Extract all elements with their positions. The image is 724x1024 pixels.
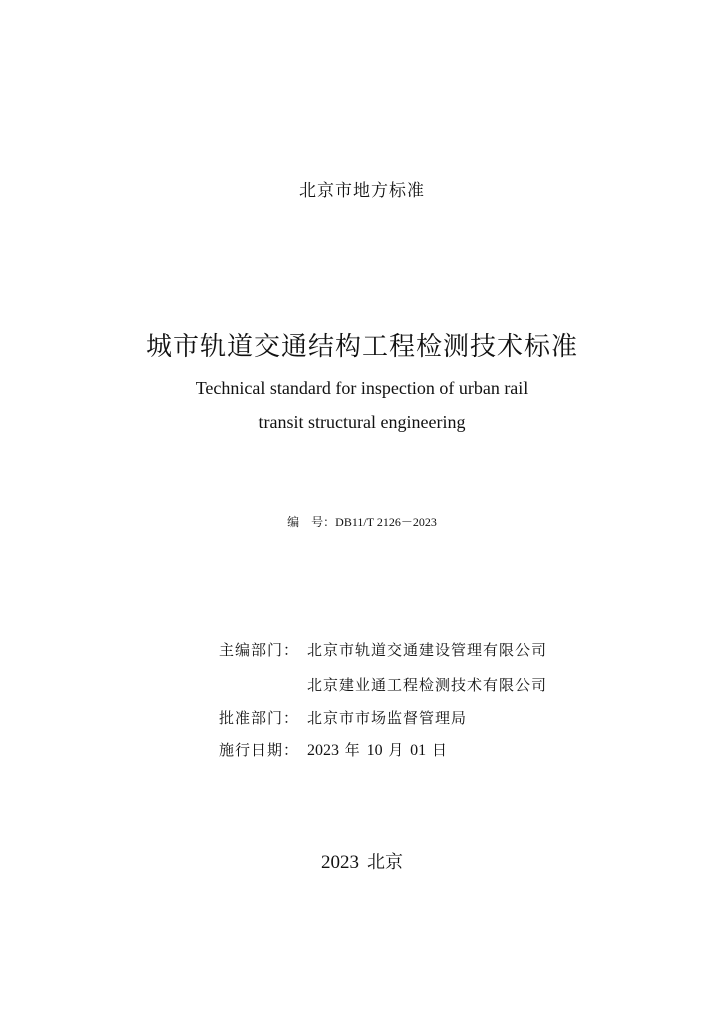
editor-2: 北京建业通工程检测技术有限公司 — [307, 676, 548, 694]
series-title: 北京市地方标准 — [299, 181, 425, 201]
title-chinese: 城市轨道交通结构工程检测技术标准 — [145, 332, 578, 362]
approver: 北京市市场监督管理局 — [307, 709, 468, 727]
standard-code-label: 编 号： — [287, 515, 336, 529]
footer-publication — [0, 848, 724, 874]
effective-date-row — [219, 739, 448, 760]
effective-year: 2023 — [307, 742, 339, 759]
effective-year-unit: 年 — [344, 741, 361, 759]
editor-label: 主编部门： — [219, 641, 300, 659]
title-english-line-2: transit structural engineering — [258, 412, 466, 432]
footer-year: 2023 — [321, 852, 359, 873]
standard-code-value: DB11/T 2126－2023 — [335, 515, 437, 529]
effective-day: 01 — [410, 742, 427, 759]
footer-city: 北京 — [367, 852, 403, 873]
effective-day-unit: 日 — [431, 741, 448, 759]
effective-month-unit: 月 — [388, 741, 405, 759]
effective-date — [307, 739, 448, 760]
editor-1: 北京市轨道交通建设管理有限公司 — [307, 641, 548, 659]
standard-code — [0, 513, 724, 530]
effective-date-label: 施行日期： — [219, 741, 300, 759]
editor-row — [219, 639, 547, 660]
approver-label: 批准部门： — [219, 709, 300, 727]
editor-row-2 — [219, 674, 547, 695]
title-english-line-1: Technical standard for inspection of urban rail — [195, 378, 529, 398]
effective-month: 10 — [366, 742, 383, 759]
approver-row — [219, 707, 467, 728]
